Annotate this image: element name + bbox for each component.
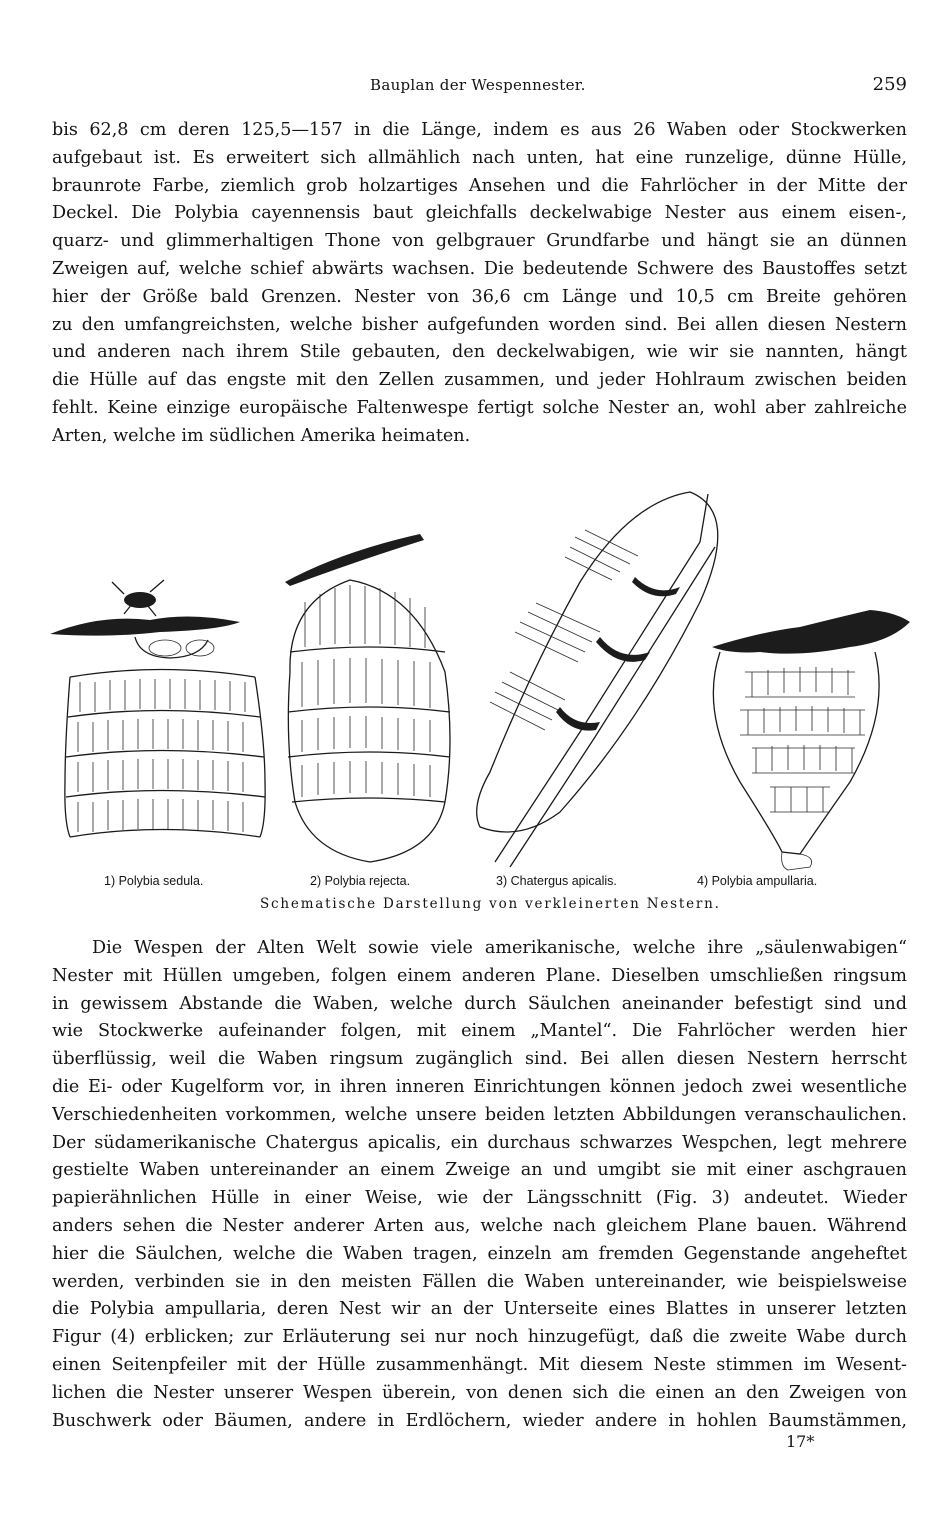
text-line: bis 62,8 cm deren 125,5—157 in die Länge, indem es aus 26 Waben oder Stockwerken <box>52 120 907 140</box>
paragraph-1 <box>52 117 907 451</box>
text-line: Buschwerk oder Bäumen, andere in Erdlöchern, wieder andere in hohlen Baumstämmen, <box>52 1410 907 1431</box>
caption-fig-4: 4) Polybia ampullaria. <box>697 874 818 888</box>
text-line: lichen die Nester unserer Wespen überein, von denen sich die einen an den Zweigen von <box>52 1382 907 1403</box>
signature-mark: 17* <box>786 1432 815 1451</box>
text-line: Zweigen auf, welche schief abwärts wachsen. Die bedeutende Schwere des Baustoffes setzt <box>52 258 907 279</box>
paragraph-2 <box>52 935 907 1435</box>
caption-fig-3: 3) Chatergus apicalis. <box>496 874 617 888</box>
text-line: Deckel. Die Polybia cayennensis baut gleichfalls deckelwabige Nester aus einem eisen-, <box>52 203 907 224</box>
text-line: Die Wespen der Alten Welt sowie viele amerikanische, welche ihre „säulenwabigen“ <box>92 938 907 958</box>
text-line: werden, verbinden sie in den meisten Fällen die Waben untereinander, wie beispielsweise <box>52 1271 907 1292</box>
text-line: überflüssig, weil die Waben ringsum zugänglich sind. Bei allen diesen Nestern herrscht <box>52 1049 907 1070</box>
nest-illustration <box>40 482 920 872</box>
text-line: hier der Größe bald Grenzen. Nester von 36,6 cm Länge und 10,5 cm Breite gehören <box>52 286 907 307</box>
figure-subtitle: Schematische Darstellung von verkleinerten Nestern. <box>260 896 721 912</box>
figure-captions <box>52 874 907 918</box>
text-line: die Ei- oder Kugelform vor, in ihren inneren Einrichtungen können jedoch zwei wesentliche <box>52 1076 907 1097</box>
text-line: anders sehen die Nester anderer Arten aus, welche nach gleichem Plane bauen. Während <box>52 1215 907 1236</box>
text-line: und anderen nach ihrem Stile gebauten, den deckelwabigen, wie wir sie nannten, hängt <box>52 342 907 363</box>
text-line: quarz- und glimmerhaltigen Thone von gelbgrauer Grundfarbe und hängt sie an dünnen <box>52 231 907 252</box>
text-line: Nester mit Hüllen umgeben, folgen einem anderen Plane. Dieselben umschließen ringsum <box>52 965 907 986</box>
nest-figure-1 <box>50 580 265 837</box>
text-line: wie Stockwerke aufeinander folgen, mit einem „Mantel“. Die Fahrlöcher werden hier <box>52 1021 907 1042</box>
text-line: aufgebaut ist. Es erweitert sich allmählich nach unten, hat eine runzelige, dünne Hülle, <box>52 147 907 168</box>
text-line: die Hülle auf das engste mit den Zellen zusammen, und jeder Hohlraum zwischen beiden <box>52 370 907 391</box>
text-line: Arten, welche im südlichen Amerika heimaten. <box>52 425 471 446</box>
page-header <box>52 76 907 102</box>
caption-fig-1: 1) Polybia sedula. <box>104 874 204 888</box>
text-line: Der südamerikanische Chatergus apicalis, ein durchaus schwarzes Wespchen, legt mehrere <box>52 1132 907 1153</box>
caption-fig-2: 2) Polybia rejecta. <box>310 874 411 888</box>
page-number: 259 <box>872 74 907 95</box>
text-line: zu den umfangreichsten, welche bisher aufgefunden worden sind. Bei allen diesen Nestern <box>52 314 907 335</box>
nest-figure-4 <box>712 610 910 870</box>
running-title: Bauplan der Wespennester. <box>370 76 586 94</box>
text-line: gestielte Waben untereinander an einem Zweige an und umgibt sie mit einer aschgrauen <box>52 1160 907 1181</box>
text-line: die Polybia ampullaria, deren Nest wir an der Unterseite eines Blattes in unserer letzten <box>52 1299 907 1320</box>
text-line: Figur (4) erblicken; zur Erläuterung sei nur noch hinzugefügt, daß die zweite Wabe durch <box>52 1327 907 1348</box>
text-line: papierähnlichen Hülle in einer Weise, wie der Längsschnitt (Fig. 3) andeutet. Wieder <box>52 1188 907 1209</box>
text-line: hier die Säulchen, welche die Waben tragen, einzeln am fremden Gegenstande angeheftet <box>52 1243 907 1264</box>
nest-figure-3 <box>477 492 718 867</box>
text-line: Verschiedenheiten vorkommen, welche unsere beiden letzten Abbildungen veranschaulichen. <box>52 1104 907 1125</box>
text-line: fehlt. Keine einzige europäische Faltenwespe fertigt solche Nester an, wohl aber zahlreiche <box>52 397 907 418</box>
text-line: einen Seitenpfeiler mit der Hülle zusammenhängt. Mit diesem Neste stimmen im Wesent- <box>52 1354 907 1375</box>
nest-figure-2 <box>285 534 450 862</box>
text-line: in gewissem Abstande die Waben, welche durch Säulchen aneinander befestigt sind und <box>52 993 907 1014</box>
text-line: braunrote Farbe, ziemlich grob holzartiges Ansehen und die Fahrlöcher in der Mitte der <box>52 175 907 196</box>
